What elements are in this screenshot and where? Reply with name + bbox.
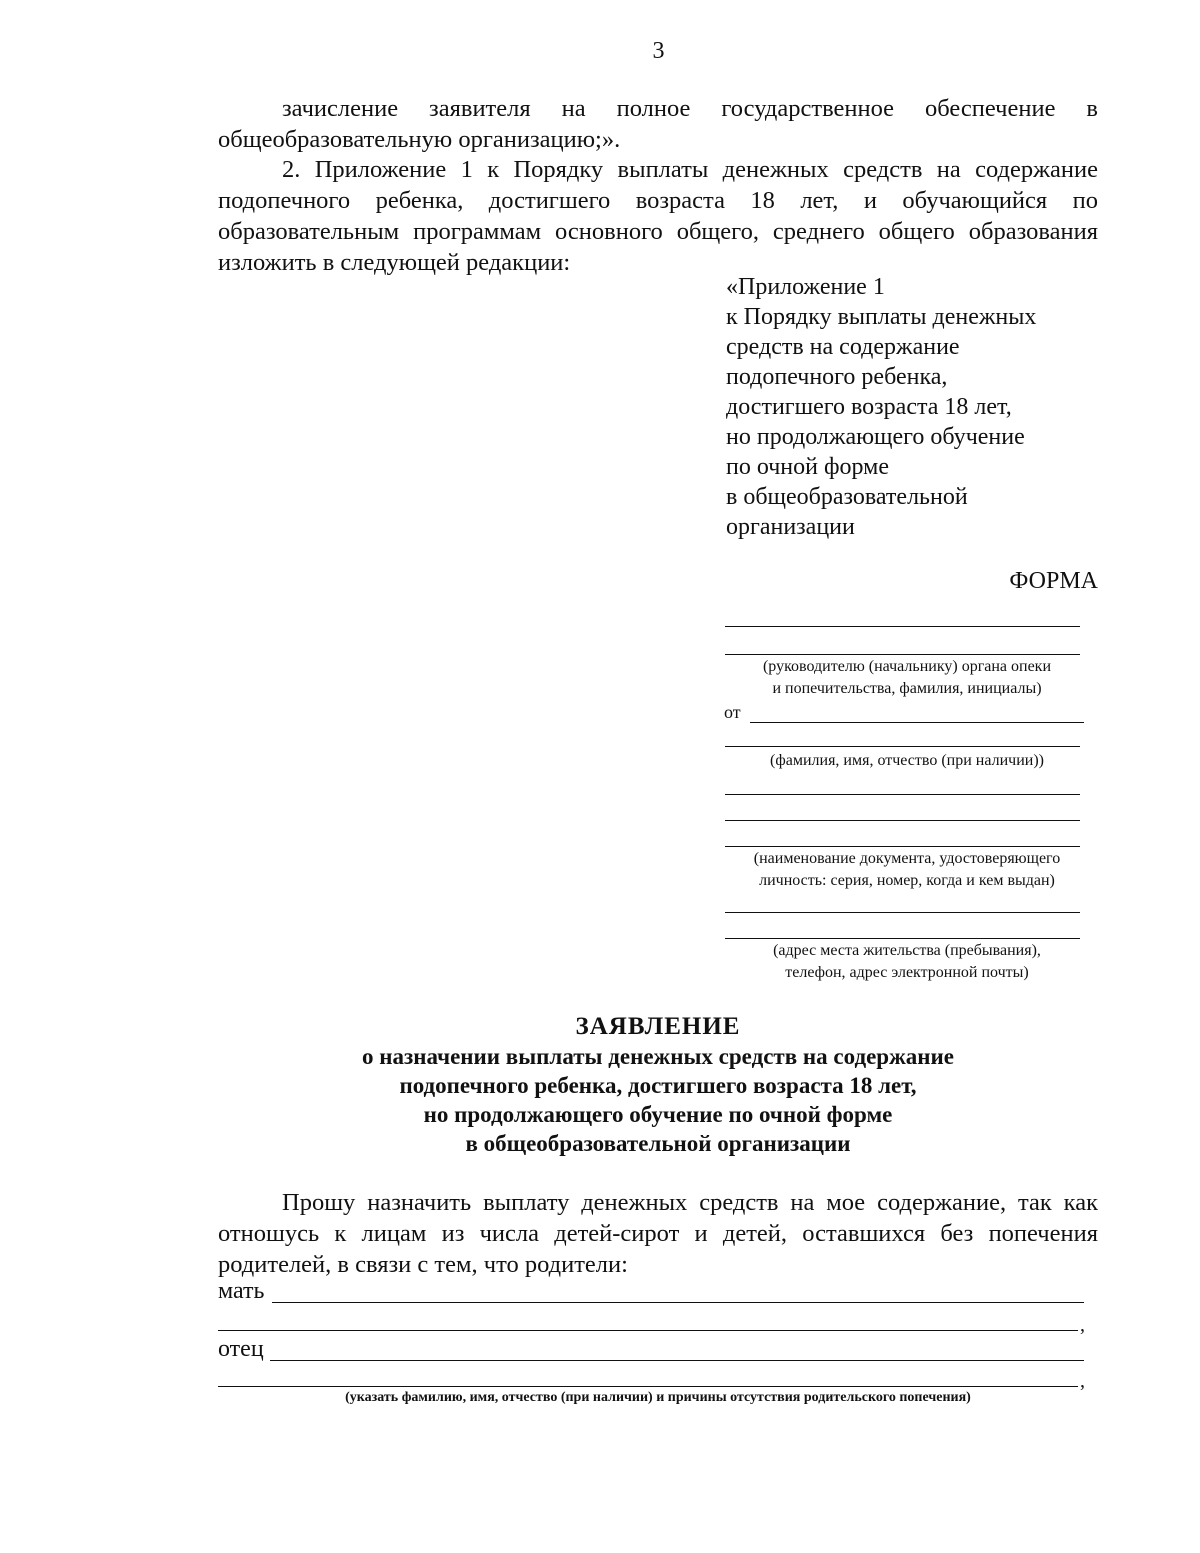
page-number: 3 (652, 38, 665, 64)
title-line: но продолжающего обучение по очной форме (423, 1102, 893, 1127)
mother-fill-line[interactable] (272, 1302, 1084, 1303)
father-fill-line[interactable] (218, 1386, 1078, 1387)
title-line: в общеобразовательной организации (465, 1131, 851, 1156)
address-caption: (адрес места жительства (пребывания), телефон, адрес электронной почты) (773, 942, 1041, 981)
address-fill-line[interactable] (725, 938, 1080, 939)
title-line: подопечного ребенка, достигшего возраста 18 лет, (399, 1073, 917, 1098)
recipient-fill-line[interactable] (725, 626, 1080, 627)
appendix-line: достигшего возраста 18 лет, (726, 394, 1012, 420)
document-fill-line[interactable] (725, 794, 1080, 795)
appendix-line: в общеобразовательной (726, 484, 968, 510)
appendix-line: средств на содержание (726, 334, 960, 360)
comma: , (1080, 1370, 1085, 1392)
name-caption: (фамилия, имя, отчество (при наличии)) (770, 752, 1044, 769)
form-label: ФОРМА (1009, 568, 1098, 594)
mother-label: мать (218, 1278, 265, 1304)
document-fill-line[interactable] (725, 846, 1080, 847)
paragraph-3: Прошу назначить выплату денежных средств на мое содержание, так как отношусь к лицам из числа детей-сирот и детей, оставшихся без попечения родителей, в связи с тем, что родители: (218, 1189, 1098, 1278)
title-main: ЗАЯВЛЕНИЕ (575, 1013, 741, 1040)
appendix-reference (726, 272, 1036, 542)
from-fill-line[interactable] (750, 722, 1084, 723)
father-fill-line[interactable] (270, 1360, 1084, 1361)
document-caption: (наименование документа, удостоверяющего личность: серия, номер, когда и кем выдан) (753, 850, 1061, 889)
paragraph-1: зачисление заявителя на полное государственное обеспечение в общеобразовательную организацию;». (218, 95, 1098, 153)
title-line: о назначении выплаты денежных средств на содержание (362, 1044, 954, 1069)
recipient-fill-line[interactable] (725, 654, 1080, 655)
appendix-line: подопечного ребенка, (726, 364, 948, 390)
parents-caption: (указать фамилию, имя, отчество (при наличии) и причины отсутствия родительского попечения) (345, 1390, 971, 1405)
appendix-line: организации (726, 514, 855, 540)
appendix-line: «Приложение 1 (726, 274, 885, 300)
appendix-line: по очной форме (726, 454, 890, 480)
paragraph-2: 2. Приложение 1 к Порядку выплаты денежных средств на содержание подопечного ребенка, достигшего возраста 18 лет, и обучающийся по образовательным программам основного общего, среднего общего образования изложить в следующей редакции: (218, 156, 1098, 276)
name-fill-line[interactable] (725, 746, 1080, 747)
address-fill-line[interactable] (725, 912, 1080, 913)
father-label: отец (218, 1336, 264, 1362)
document-fill-line[interactable] (725, 820, 1080, 821)
from-label: от (724, 702, 741, 722)
appendix-line: к Порядку выплаты денежных (726, 304, 1037, 330)
mother-fill-line[interactable] (218, 1330, 1078, 1331)
comma: , (1080, 1314, 1085, 1336)
recipient-caption: (руководителю (начальнику) органа опеки и попечительства, фамилия, инициалы) (762, 658, 1052, 697)
application-title (218, 1012, 1098, 1158)
appendix-line: но продолжающего обучение (726, 424, 1025, 450)
